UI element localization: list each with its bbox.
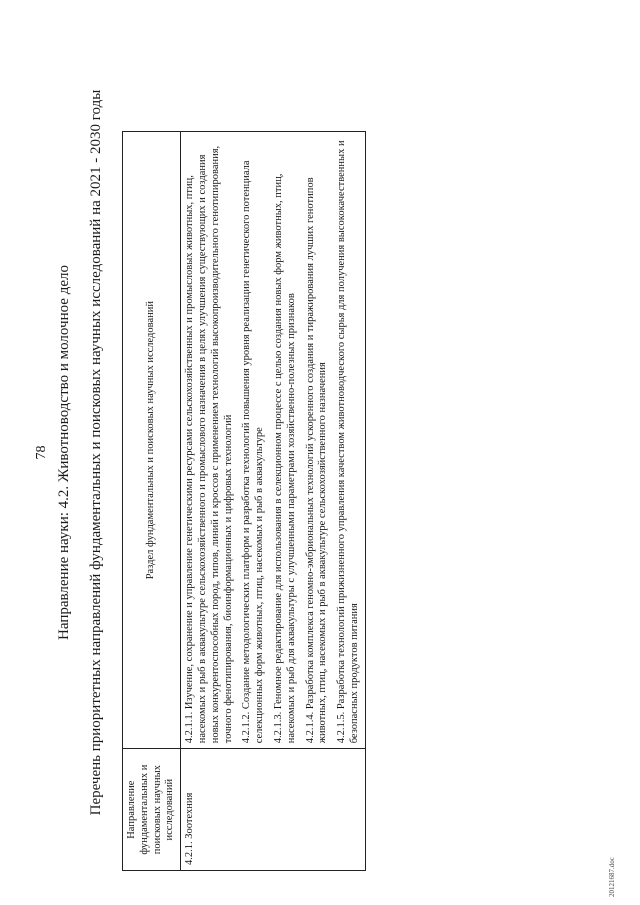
cell-sections <box>181 132 366 749</box>
table-header-row <box>123 132 181 871</box>
section-item: 4.2.1.4. Разработка комплекса геномно-эмбриональных технологий ускоренного создания и тиражирования лучших генотипов животных, птиц, насекомых и рыб в аквакультуре сельскохозяйственного назначения <box>304 177 329 744</box>
header-section: Раздел фундаментальных и поисковых научных исследований <box>123 132 181 749</box>
section-item: 4.2.1.2. Создание методологических платформ и разработка технологий повышения уровня реализации генетического потенциала селекционных форм животных, птиц, насекомых и рыб в аквакультуре <box>241 160 266 744</box>
header-direction: Направление фундаментальных и поисковых научных исследований <box>123 749 181 871</box>
direction-title: Направление науки: 4.2. Животноводство и молочное дело <box>56 265 72 640</box>
list-title: Перечень приоритетных направлений фундаментальных и поисковых научных исследований на 2021 - 2030 годы <box>88 89 104 816</box>
research-directions-table <box>122 131 366 871</box>
page-number: 78 <box>34 445 49 460</box>
section-item: 4.2.1.5. Разработка технологий прижизненного управления качеством животноводческого сырья для получения высококачественных и безопасных продуктов питания <box>336 140 360 744</box>
section-item: 4.2.1.1. Изучение, сохранение и управление генетическими ресурсами сельскохозяйственных и промысловых животных, птиц, насекомых и рыб в аквакультуре сельскохозяйственного и промыслового назначения в целях улучшения существующих и создания новых конкурентоспособных пород, типов, линий и кроссов с применением технологий высокопроизводительного генотипирования, точного фенотипирования, биоинформационных и цифровых технологий <box>184 145 234 744</box>
section-item: 4.2.1.3. Геномное редактирование для использования в селекционном процессе с целью создания новых форм животных, птиц, насекомых и рыб для аквакультуры с улучшенными параметрами хозяйственно-полезных признаков <box>272 173 297 744</box>
table-row <box>181 132 366 871</box>
cell-direction: 4.2.1. Зоотехния <box>181 749 366 871</box>
footer-doc-filename: 20121687.doc <box>608 857 616 897</box>
